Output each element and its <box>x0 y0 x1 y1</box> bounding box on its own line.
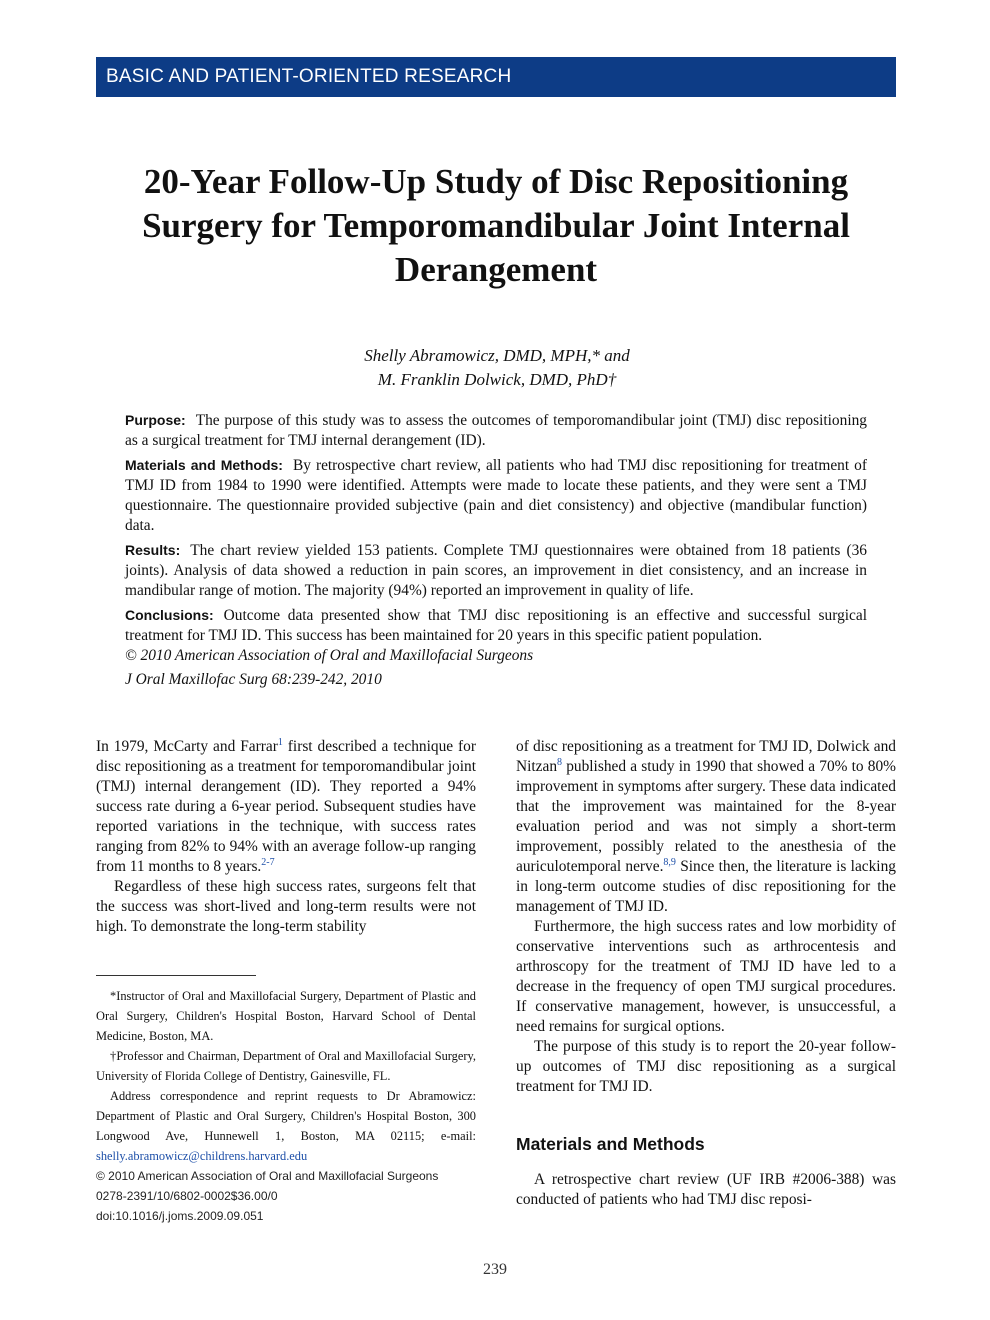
section-heading-methods: Materials and Methods <box>516 1134 705 1154</box>
abstract-results-text: The chart review yielded 153 patients. Complete TMJ questionnaires were obtained from 18 patients (36 joints). Analysis of data showed a reduction in pain scores, an improvement in diet consistency, and an increase in mandibular range of motion. The majority (94%) reported an improvement in quality of life. <box>125 542 867 599</box>
abstract-copyright: © 2010 American Association of Oral and Maxillofacial Surgeons <box>125 647 534 664</box>
abstract-conclusions-label: Conclusions: <box>125 607 214 623</box>
intro-paragraph-1 <box>96 737 476 877</box>
abstract-purpose <box>125 410 867 451</box>
abstract-conclusions-text: Outcome data presented show that TMJ disc repositioning is an effective and successful surgical treatment for TMJ ID. This success has been maintained for 20 years in this specific patient population. <box>125 607 867 644</box>
footnote-correspondence <box>96 1086 476 1166</box>
intro-text: first described a technique for disc repositioning as a treatment for temporomandibular joint (TMJ) internal derangement (ID). They reported a 94% success rate during a 6-year period. Subsequent studies have reported variations in the technique, with success rates ranging from 82% to 94% with an average follow-up ranging from 11 months to 8 years. <box>96 738 476 875</box>
left-column <box>96 737 476 937</box>
footnote-author-1: *Instructor of Oral and Maxillofacial Surgery, Department of Plastic and Oral Surgery, Children's Hospital Boston, Harvard School of Dental Medicine, Boston, MA. <box>96 989 476 1043</box>
intro-paragraph-5: The purpose of this study is to report the 20-year follow-up outcomes of TMJ disc repositioning as a surgical treatment for TMJ ID. <box>516 1038 896 1095</box>
reference-link[interactable]: 8 <box>557 756 563 768</box>
intro-text: published a study in 1990 that showed a 70% to 80% improvement in symptoms after surgery. These data indicated that the improvement was maintained for the 8-year evaluation period and was not simply a short-term improvement, possibly related to the anesthesia of the auriculotemporal nerve. <box>516 758 896 875</box>
reference-link[interactable]: 2-7 <box>261 856 275 868</box>
section-banner: BASIC AND PATIENT-ORIENTED RESEARCH <box>96 57 896 97</box>
intro-text: of disc repositioning as a treatment for TMJ ID, Dolwick and Nitzan <box>516 738 896 775</box>
journal-citation: J Oral Maxillofac Surg 68:239-242, 2010 <box>125 671 382 688</box>
abstract-results-label: Results: <box>125 542 181 558</box>
methods-paragraph-1: A retrospective chart review (UF IRB #2006-388) was conducted of patients who had TMJ disc reposi- <box>516 1171 896 1208</box>
issn-line: 0278-2391/10/6802-0002$36.00/0 <box>96 1189 278 1203</box>
correspondence-text: Address correspondence and reprint requests to Dr Abramowicz: Department of Plastic and Oral Surgery, Children's Hospital Boston, 300 Longwood Ave, Hunnewell 1, Boston, MA 02115; e-mail: <box>96 1089 476 1143</box>
author-block <box>200 344 794 392</box>
abstract-results <box>125 540 867 601</box>
page-number: 239 <box>483 1261 507 1278</box>
author-line-2: M. Franklin Dolwick, DMD, PhD† <box>377 370 617 389</box>
abstract-methods-text: By retrospective chart review, all patients who had TMJ disc repositioning for treatment of TMJ ID from 1984 to 1990 were identified. Attempts were made to locate these patients, and they were sent a TMJ questionnaire. The questionnaire provided subjective (pain and diet consistency) and objective (mandibular function) data. <box>125 457 867 534</box>
intro-paragraph-3 <box>516 737 896 917</box>
footnote-divider <box>96 975 256 976</box>
abstract-methods-label: Materials and Methods: <box>125 457 283 473</box>
email-link[interactable]: shelly.abramowicz@childrens.harvard.edu <box>96 1149 308 1163</box>
abstract-methods <box>125 455 867 536</box>
right-column <box>516 737 896 1210</box>
article-title: 20-Year Follow-Up Study of Disc Repositioning Surgery for Temporomandibular Joint Internal Derangement <box>142 162 850 289</box>
doi-line: doi:10.1016/j.joms.2009.09.051 <box>96 1209 264 1223</box>
abstract <box>125 410 867 694</box>
intro-paragraph-4: Furthermore, the high success rates and low morbidity of conservative interventions such as arthrocentesis and arthroscopy for the treatment of TMJ ID have led to a decrease in the frequency of open TMJ surgical procedures. If conservative management, however, is unsuccessful, a need remains for surgical options. <box>516 918 896 1035</box>
footnote-copyright: © 2010 American Association of Oral and Maxillofacial Surgeons <box>96 1169 439 1183</box>
intro-text: Since then, the literature is lacking in long-term outcome studies of disc repositioning for the management of TMJ ID. <box>516 858 896 915</box>
abstract-purpose-text: The purpose of this study was to assess the outcomes of temporomandibular joint (TMJ) disc repositioning as a surgical treatment for TMJ internal derangement (ID). <box>125 412 867 449</box>
reference-link[interactable]: 1 <box>277 736 283 748</box>
reference-link[interactable]: 8,9 <box>663 856 676 868</box>
intro-paragraph-2: Regardless of these high success rates, surgeons felt that the success was short-lived and long-term results were not high. To demonstrate the long-term stability <box>96 878 476 935</box>
abstract-purpose-label: Purpose: <box>125 412 186 428</box>
footnotes <box>96 986 476 1226</box>
author-line-1: Shelly Abramowicz, DMD, MPH,* and <box>364 346 630 365</box>
intro-text: In 1979, McCarty and Farrar <box>96 738 278 755</box>
footnote-author-2: †Professor and Chairman, Department of Oral and Maxillofacial Surgery, University of Florida College of Dentistry, Gainesville, FL. <box>96 1049 476 1083</box>
abstract-conclusions <box>125 605 867 646</box>
